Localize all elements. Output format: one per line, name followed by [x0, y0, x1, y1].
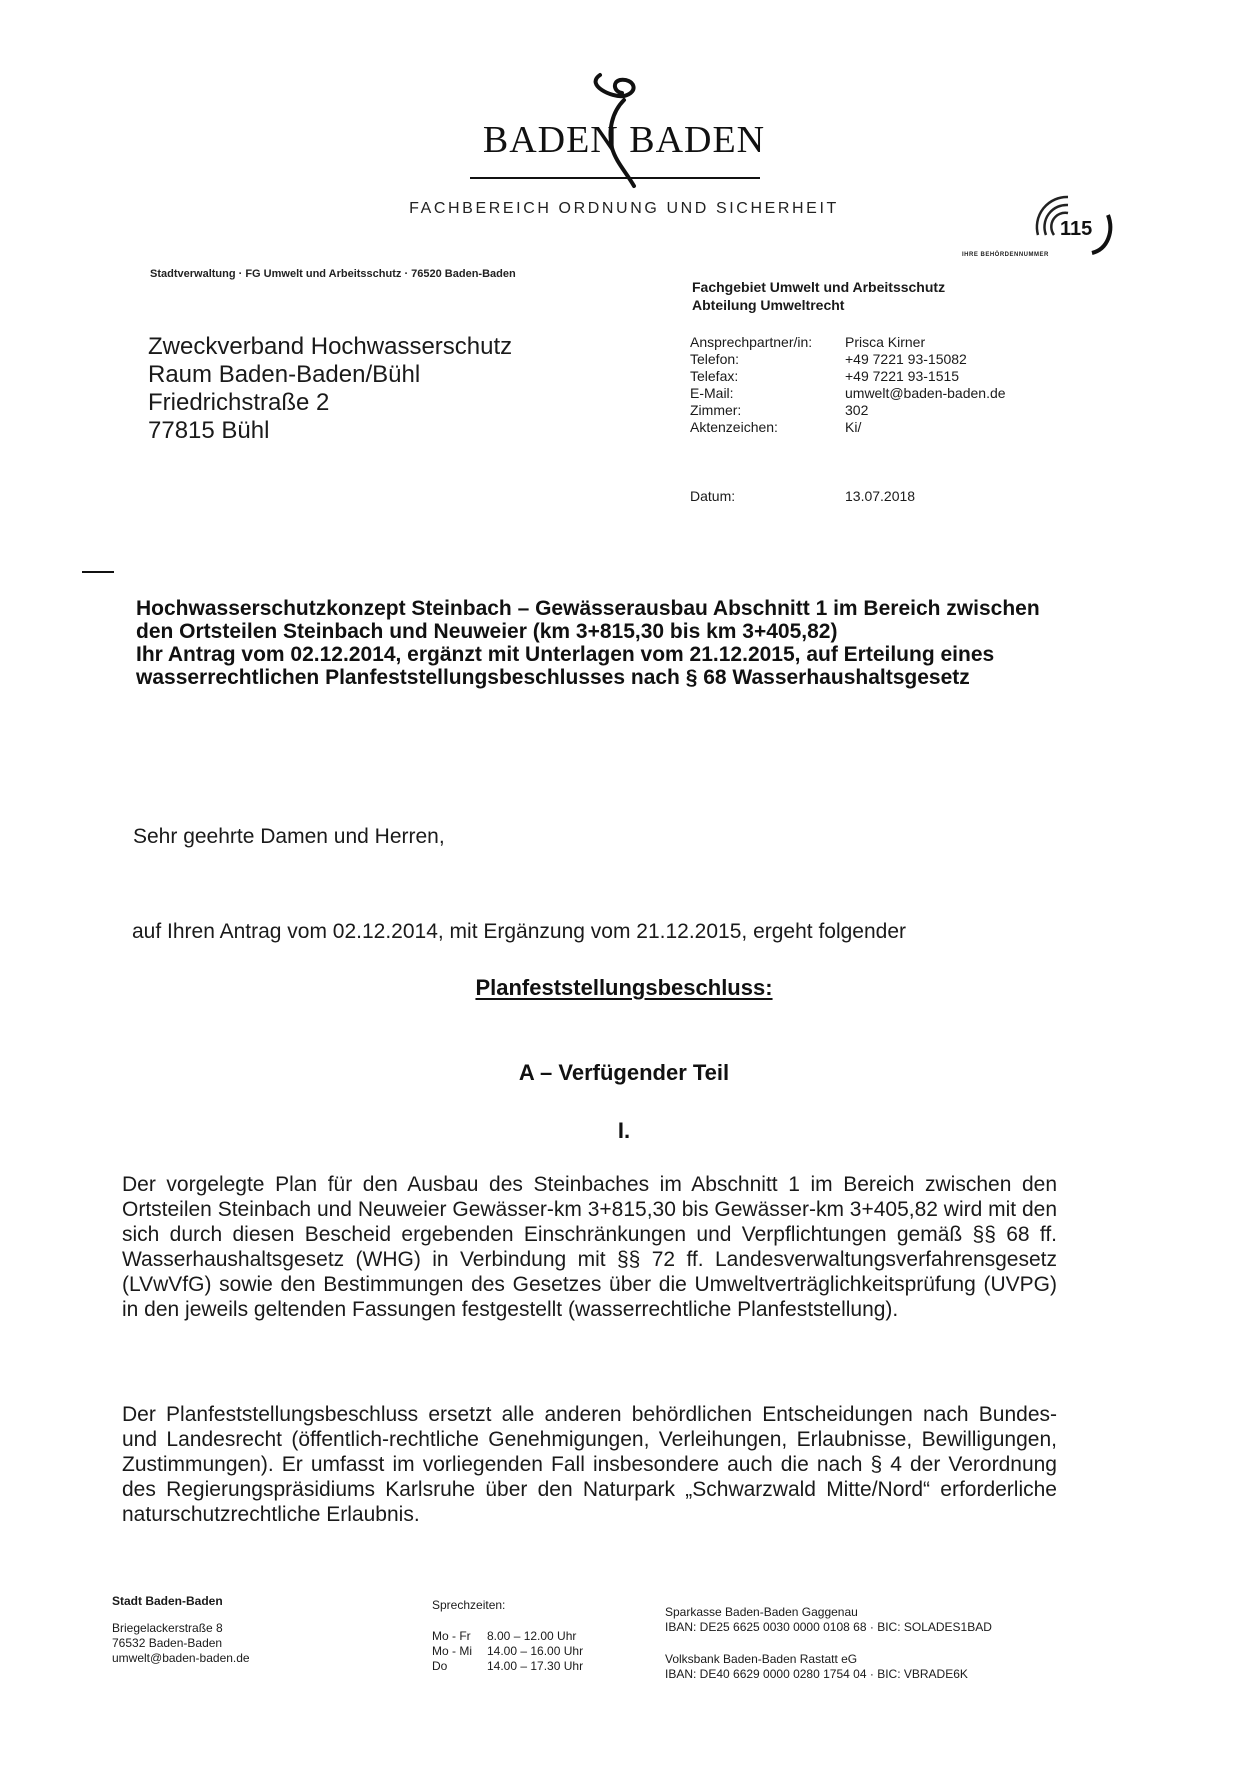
contact-label: E-Mail: [690, 385, 734, 401]
footer-email[interactable]: umwelt@baden-baden.de [112, 1651, 250, 1665]
logo-rule [470, 177, 760, 179]
hours-time: 8.00 – 12.00 Uhr [487, 1629, 577, 1643]
contact-row [690, 402, 1006, 419]
contact-label: Telefax: [690, 368, 739, 384]
city-logo-swirl [0, 0, 1248, 200]
contact-value: Ki/ [845, 419, 862, 435]
contact-email[interactable]: umwelt@baden-baden.de [845, 385, 1006, 401]
body-paragraph-1: Der vorgelegte Plan für den Ausbau des Steinbaches im Abschnitt 1 im Bereich zwischen den Ortsteilen Steinbach und Neuweier Gewässer-km 3+815,30 bis Gewässer-km 3+405,82 wird mit den sich durch diesen Bescheid ergebenden Einschränkungen und Verpflichtungen gemäß §§ 68 ff. Wasserhaushaltsgesetz (WHG) in Verbindung mit §§ 72 ff. Landesverwaltungsverfahrensgesetz (LVwVfG) sowie den Bestimmungen des Gesetzes über die Umweltverträglichkeitsprüfung (UVPG) in den jeweils geltenden Fassungen festgestellt (wasserrechtliche Planfeststellung). [122, 1173, 1057, 1321]
hours-time: 14.00 – 16.00 Uhr [487, 1644, 584, 1658]
subject-reference: Ihr Antrag vom 02.12.2014, ergänzt mit Unterlagen vom 21.12.2015, auf Erteilung eines wasserrechtlichen Planfeststellungsbeschlusses nach § 68 Wasserhaushaltsgesetz [136, 643, 995, 689]
contact-label: Aktenzeichen: [690, 419, 778, 435]
hours-days: Mo - Fr [432, 1629, 471, 1643]
contact-label: Zimmer: [690, 402, 742, 418]
contact-label: Ansprechpartner/in: [690, 334, 813, 350]
recipient-line: Zweckverband Hochwasserschutz [148, 333, 513, 360]
footer-city-title: Stadt Baden-Baden [112, 1594, 223, 1608]
recipient-line: Raum Baden-Baden/Bühl [148, 361, 421, 388]
hours-row [432, 1644, 583, 1659]
fold-mark [82, 571, 114, 573]
separator-dot: · [869, 1620, 878, 1634]
footer-street: Briegelackerstraße 8 [112, 1621, 223, 1635]
date-line [690, 488, 916, 504]
contact-value: 302 [845, 402, 869, 418]
footer-city [112, 1594, 250, 1666]
footer-bank-1 [665, 1605, 992, 1635]
bank-bic: BIC: VBRADE6K [877, 1667, 968, 1681]
intro-sentence: auf Ihren Antrag vom 02.12.2014, mit Ergänzung vom 21.12.2015, ergeht folgender [132, 920, 907, 943]
badge-caption: IHRE BEHÖRDENNUMMER [962, 252, 1049, 258]
hours-row [432, 1659, 583, 1674]
subject-title: Hochwasserschutzkonzept Steinbach – Gewässerausbau Abschnitt 1 im Bereich zwischen den Ortsteilen Steinbach und Neuweier (km 3+815,30 bis km 3+405,82) [136, 597, 1040, 643]
contact-value: Prisca Kirner [845, 334, 926, 350]
department-title: FACHBEREICH ORDNUNG UND SICHERHEIT [409, 200, 839, 217]
badge-number: 115 [1060, 218, 1093, 240]
footer-bank-2 [665, 1652, 968, 1682]
recipient-address [148, 333, 512, 445]
hours-days: Mo - Mi [432, 1644, 472, 1658]
contact-value: +49 7221 93-1515 [845, 368, 960, 384]
bank-name: Volksbank Baden-Baden Rastatt eG [665, 1652, 858, 1666]
hours-days: Do [432, 1659, 448, 1673]
subject-block [136, 597, 1074, 689]
decision-heading-text: Planfeststellungsbeschluss: [475, 975, 773, 1000]
contact-block [690, 334, 1006, 436]
contact-row [690, 351, 1006, 368]
bank-bic: BIC: SOLADES1BAD [877, 1620, 992, 1634]
footer-hours-title: Sprechzeiten: [432, 1598, 506, 1612]
separator-dot: · [869, 1667, 878, 1681]
contact-value: +49 7221 93-15082 [845, 351, 967, 367]
section-heading: A – Verfügender Teil [518, 1060, 730, 1085]
bank-iban: IBAN: DE25 6625 0030 0000 0108 68 [665, 1620, 867, 1634]
body-paragraph-2: Der Planfeststellungsbeschluss ersetzt alle anderen behördlichen Entscheidungen nach Bundes- und Landesrecht (öffentlich-rechtliche Genehmigungen, Verleihungen, Erlaubnisse, Bewilligungen, Zustimmungen). Er umfasst im vorliegenden Fall insbesondere auch die nach § 4 der Verordnung des Regierungspräsidiums Karlsruhe über den Naturpark „Schwarzwald Mitte/Nord“ erforderliche naturschutzrechtliche Erlaubnis. [122, 1403, 1057, 1526]
office-line: Fachgebiet Umwelt und Arbeitsschutz [692, 279, 946, 295]
contact-label: Telefon: [690, 351, 740, 367]
office-block [692, 278, 945, 314]
city-logo-wordmark: BADEN BADEN [482, 119, 766, 161]
contact-row [690, 334, 1006, 351]
bank-iban: IBAN: DE40 6629 0000 0280 1754 04 [665, 1667, 867, 1681]
hours-row [432, 1629, 583, 1644]
decision-heading [0, 975, 1248, 1001]
recipient-line: 77815 Bühl [148, 417, 270, 444]
bank-name: Sparkasse Baden-Baden Gaggenau [665, 1605, 858, 1619]
contact-row [690, 385, 1006, 402]
contact-row [690, 368, 1006, 385]
office-line: Abteilung Umweltrecht [692, 297, 845, 313]
footer-zip-city: 76532 Baden-Baden [112, 1636, 223, 1650]
date-label: Datum: [690, 488, 736, 504]
hours-time: 14.00 – 17.30 Uhr [487, 1659, 584, 1673]
salutation: Sehr geehrte Damen und Herren, [133, 825, 445, 848]
sender-return-line: Stadtverwaltung · FG Umwelt und Arbeitsschutz · 76520 Baden-Baden [150, 268, 516, 280]
recipient-line: Friedrichstraße 2 [148, 389, 330, 416]
contact-row [690, 419, 1006, 436]
date-value: 13.07.2018 [845, 488, 916, 504]
section-numeral: I. [617, 1118, 631, 1143]
footer-hours [432, 1598, 583, 1674]
